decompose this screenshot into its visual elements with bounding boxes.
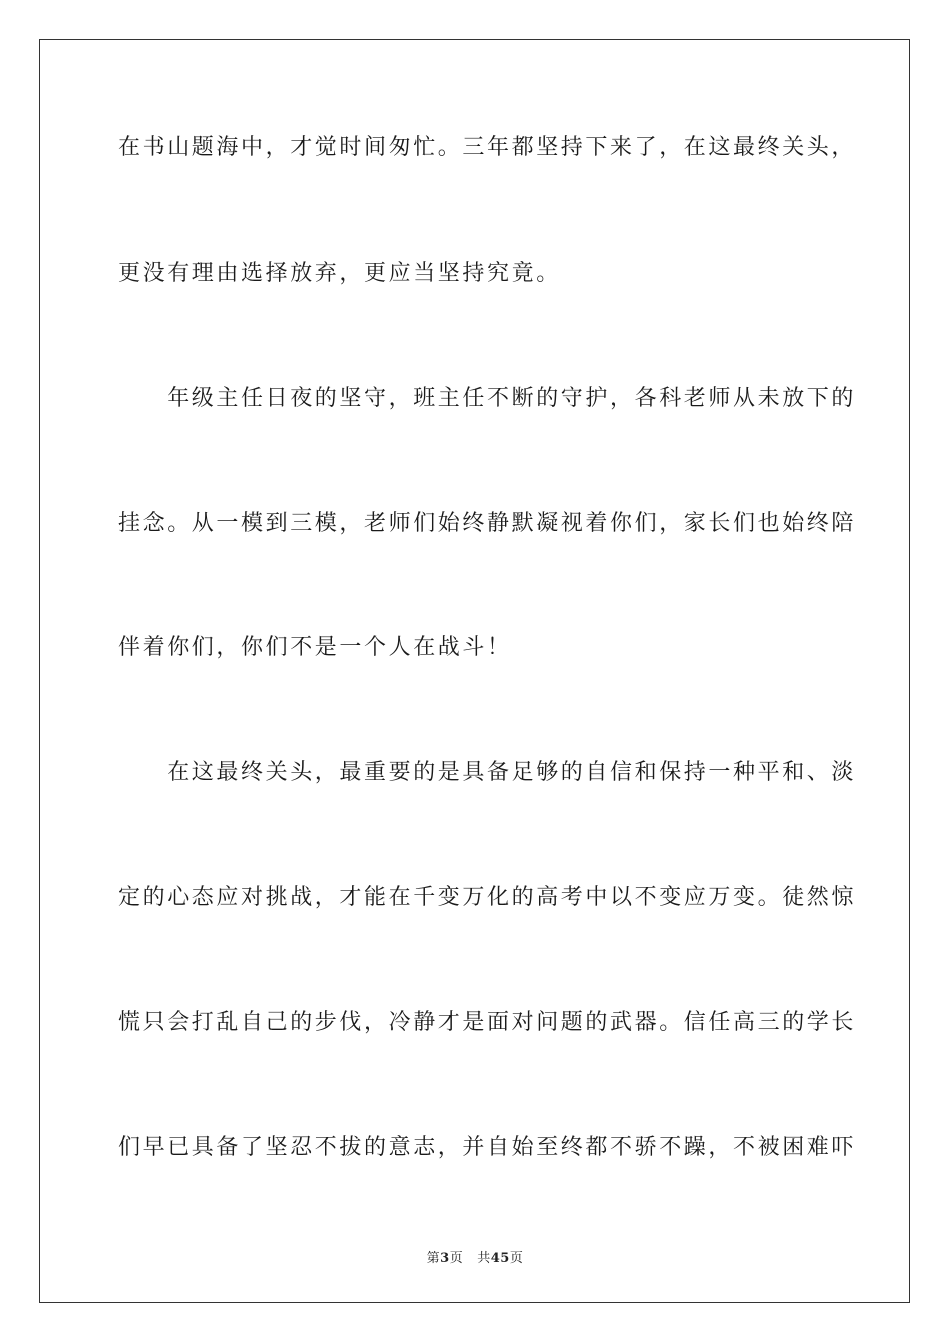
page-number: 3 — [440, 1251, 450, 1266]
total-suffix: 页 — [509, 1251, 524, 1266]
body-text-line: 们早已具备了坚忍不拔的意志，并自始至终都不骄不躁，不被困难吓 — [118, 1135, 857, 1160]
body-text-line: 伴着你们，你们不是一个人在战斗！ — [118, 635, 512, 660]
body-text-line: 在这最终关头，最重要的是具备足够的自信和保持一种平和、淡 — [118, 760, 857, 785]
body-text-line: 年级主任日夜的坚守，班主任不断的守护，各科老师从未放下的 — [118, 386, 857, 411]
body-text-line: 挂念。从一模到三模，老师们始终静默凝视着你们，家长们也始终陪 — [118, 511, 857, 536]
total-pages: 45 — [490, 1251, 510, 1266]
page-suffix: 页 — [449, 1251, 464, 1266]
page-footer — [0, 1247, 950, 1266]
body-text-line: 定的心态应对挑战，才能在千变万化的高考中以不变应万变。徒然惊 — [118, 885, 857, 910]
page-border — [39, 39, 910, 1303]
total-prefix: 共 — [477, 1251, 491, 1266]
body-text-line: 在书山题海中，才觉时间匆忙。三年都坚持下来了，在这最终关头， — [118, 135, 857, 160]
body-text-line: 更没有理由选择放弃，更应当坚持究竟。 — [118, 261, 561, 286]
page-prefix: 第 — [426, 1251, 441, 1266]
body-text-line: 慌只会打乱自己的步伐，冷静才是面对问题的武器。信任高三的学长 — [118, 1010, 857, 1035]
